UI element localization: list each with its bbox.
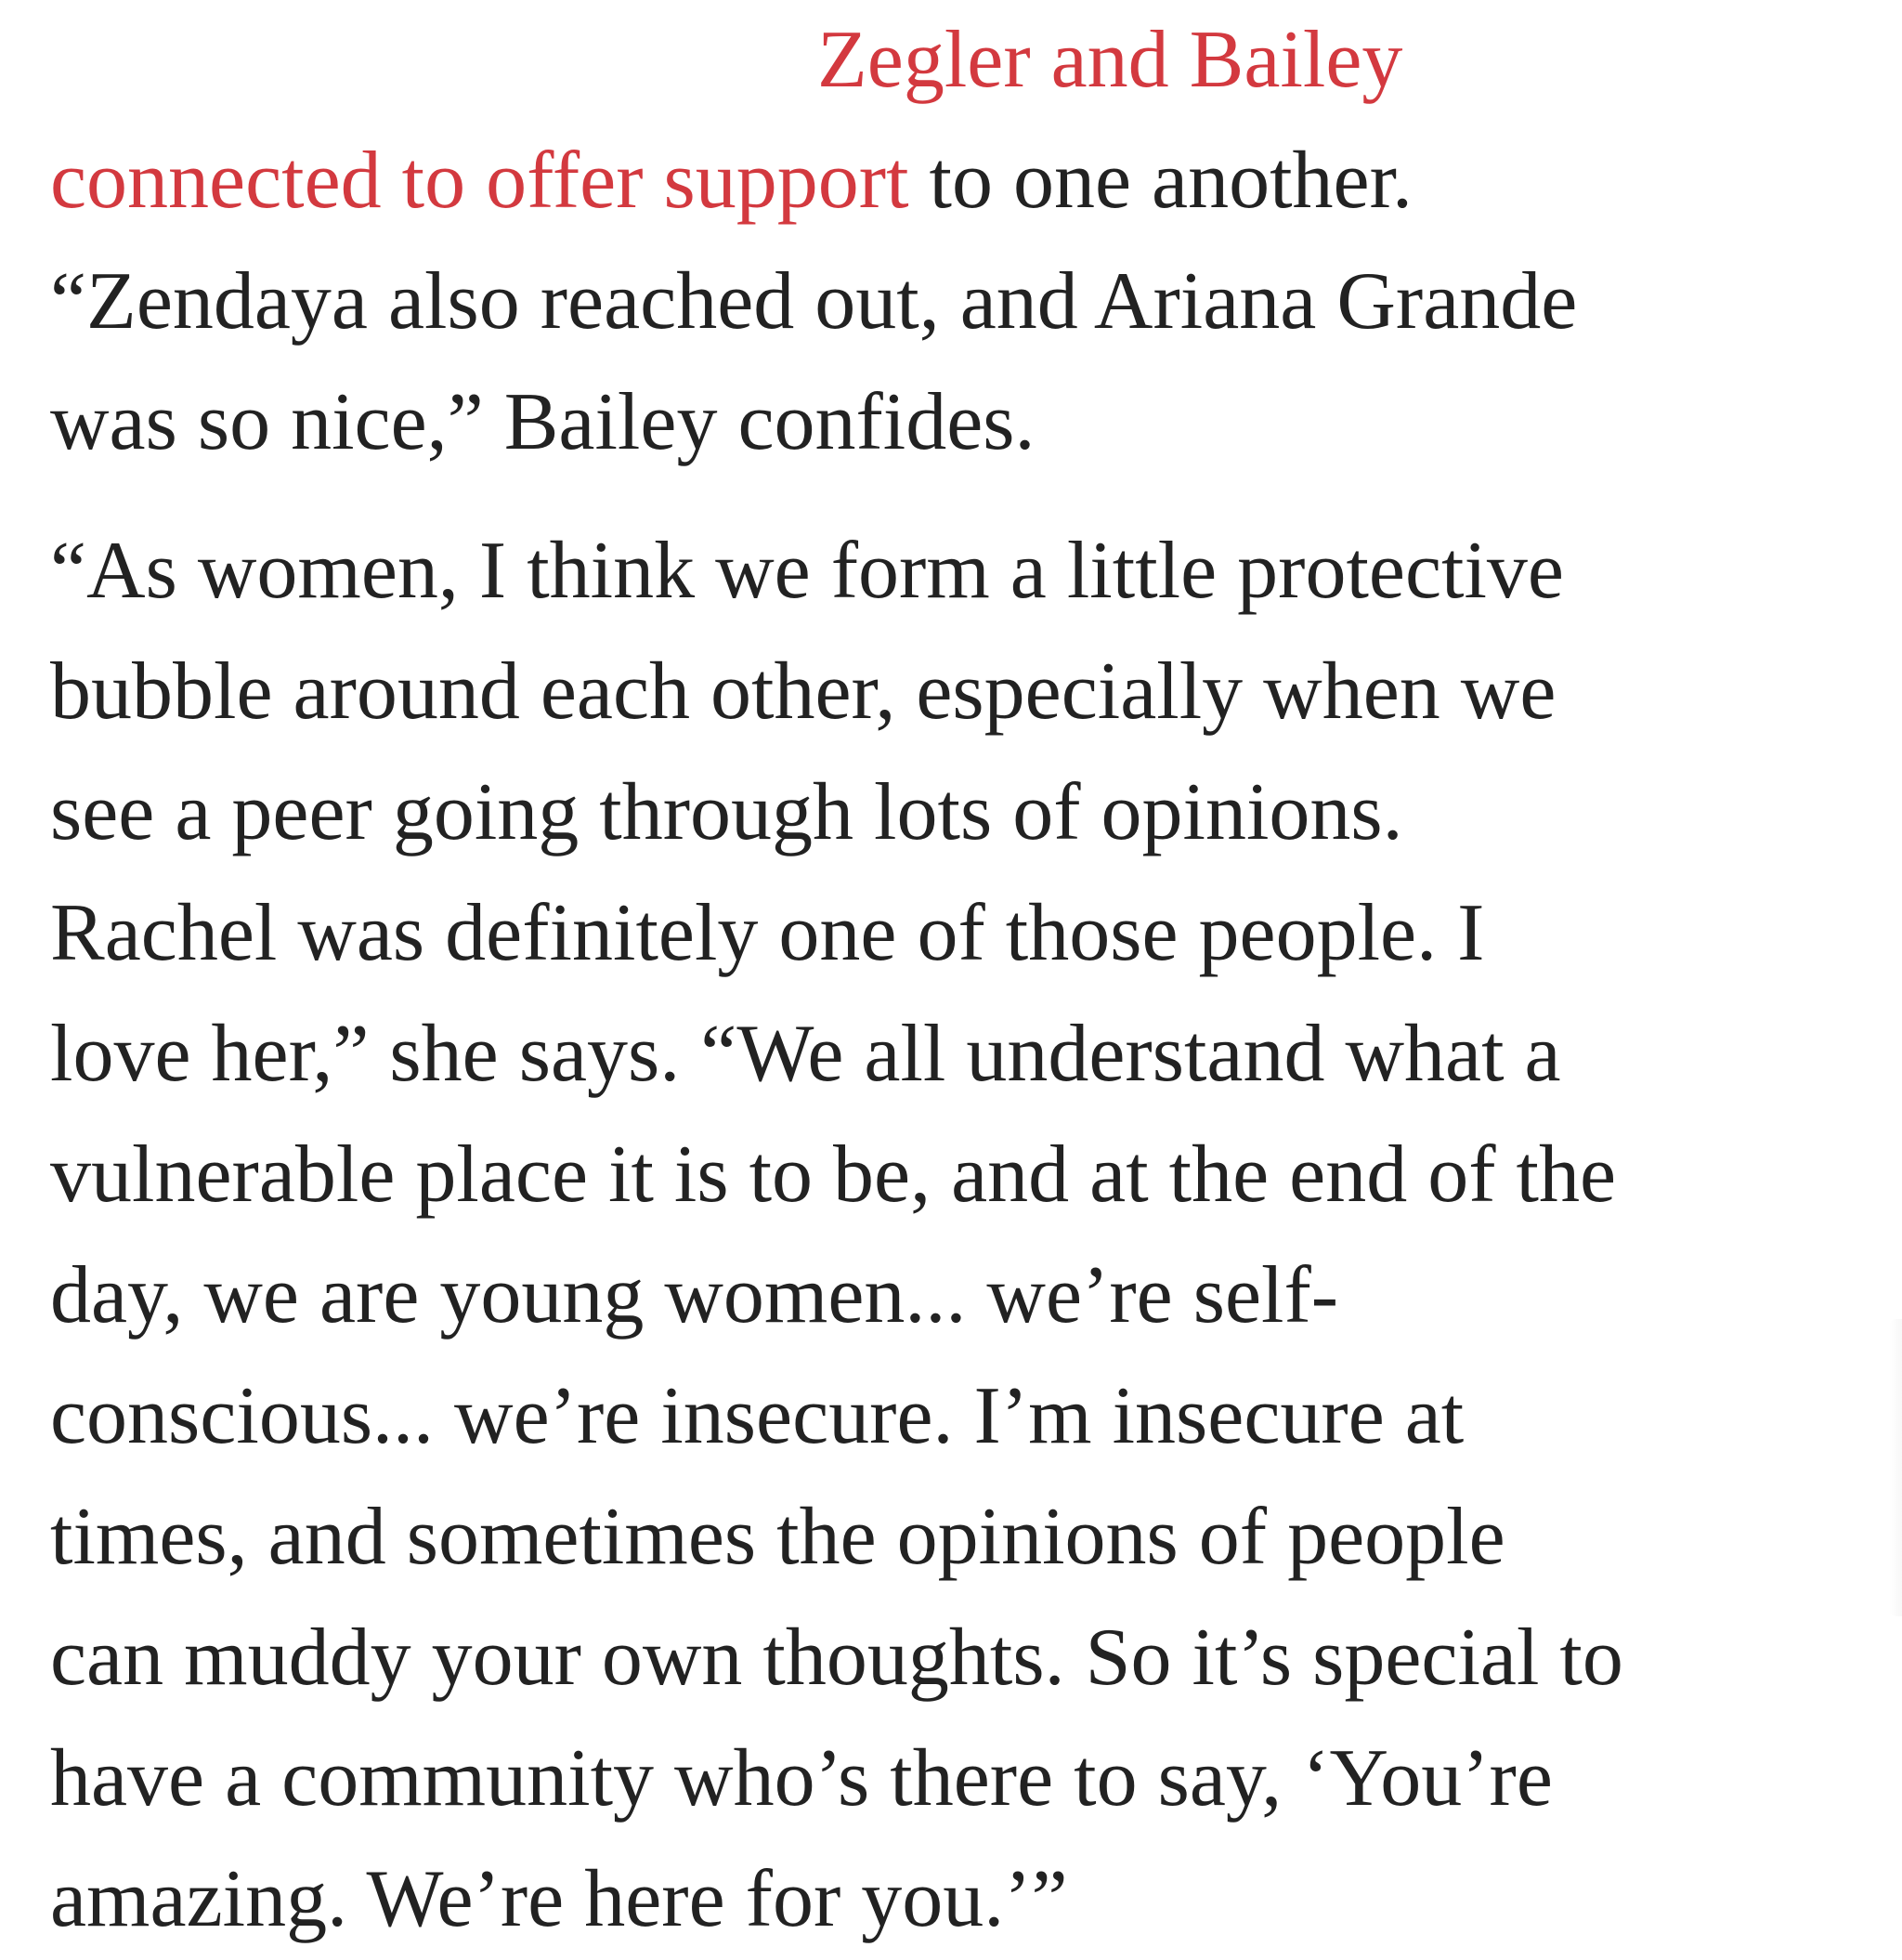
paragraph-2-line: day, we are young women... we’re self-	[50, 1250, 1339, 1340]
paragraph-2-line: have a community who’s there to say, ‘You’re	[50, 1733, 1553, 1823]
article-link-part-1[interactable]: Zegler and Bailey	[817, 15, 1403, 105]
article-link-part-2[interactable]: connected to offer support	[50, 136, 909, 226]
paragraph-1-line-4: was so nice,” Bailey confides.	[50, 377, 1036, 467]
paragraph-2-line: amazing. We’re here for you.’”	[50, 1854, 1068, 1944]
paragraph-2-line: times, and sometimes the opinions of people	[50, 1492, 1505, 1582]
paragraph-2-line: Rachel was definitely one of those people. I	[50, 888, 1485, 978]
paragraph-1	[50, 0, 1870, 483]
paragraph-2-line: see a peer going through lots of opinions.	[50, 767, 1403, 857]
paragraph-1-line-3: “Zendaya also reached out, and Ariana Grande	[50, 256, 1578, 346]
paragraph-2-line: vulnerable place it is to be, and at the end of the	[50, 1130, 1617, 1220]
paragraph-2-line: can muddy your own thoughts. So it’s special to	[50, 1613, 1623, 1703]
text-after-link: to one another.	[908, 136, 1413, 226]
paragraph-2-line: bubble around each other, especially when we	[50, 647, 1557, 737]
paragraph-1-line-1	[50, 0, 1870, 121]
paragraph-2-line: love her,” she says. “We all understand what a	[50, 1009, 1561, 1099]
paragraph-2-line: “As women, I think we form a little protective	[50, 526, 1564, 616]
edge-shadow	[1889, 1319, 1902, 1616]
paragraph-2	[50, 511, 1870, 1960]
paragraph-2-line: conscious... we’re insecure. I’m insecure at	[50, 1371, 1465, 1461]
paragraph-1-line-2	[50, 121, 1870, 242]
